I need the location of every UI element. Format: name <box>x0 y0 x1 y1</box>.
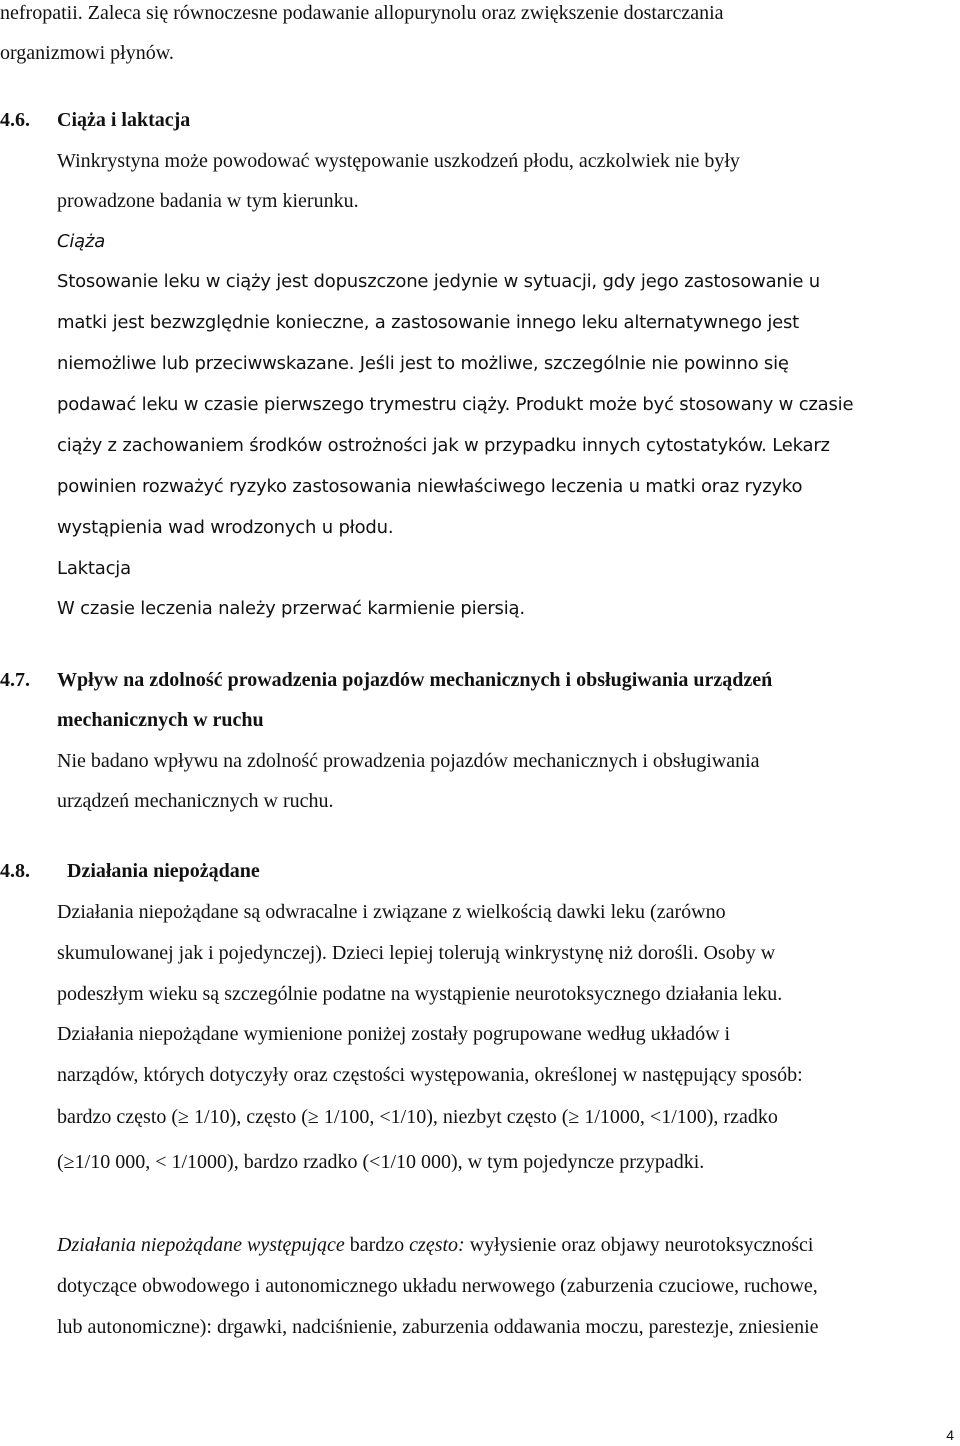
paragraph-line: matki jest bezwzględnie konieczne, a zastosowanie innego leku alternatywnego jest <box>57 312 800 333</box>
page-number: 4 <box>946 1427 954 1443</box>
frequent-label-italic: Działania niepożądane występujące <box>57 1234 345 1256</box>
paragraph-line: W czasie leczenia należy przerwać karmienie piersią. <box>57 598 525 619</box>
paragraph-line: urządzeń mechanicznych w ruchu. <box>57 790 334 812</box>
paragraph-line: bardzo często (≥ 1/10), często (≥ 1/100, <1/10), niezbyt często (≥ 1/1000, <1/100), rzadko <box>57 1106 778 1128</box>
subsection-label-pregnancy: Ciąża <box>57 231 106 252</box>
paragraph-line: prowadzone badania w tym kierunku. <box>57 190 359 212</box>
paragraph-line: Działania niepożądane wymienione poniżej zostały pogrupowane według układów i <box>57 1023 731 1045</box>
paragraph-line: nefropatii. Zaleca się równoczesne podawanie allopurynolu oraz zwiększenie dostarczania <box>0 2 724 24</box>
section-number: 4.6. <box>0 109 30 131</box>
frequent-label-italic-2: często: <box>409 1234 465 1256</box>
section-title: Wpływ na zdolność prowadzenia pojazdów mechanicznych i obsługiwania urządzeń <box>57 669 773 691</box>
paragraph-line: lub autonomiczne): drgawki, nadciśnienie, zaburzenia oddawania moczu, parestezje, zniesienie <box>57 1316 819 1338</box>
paragraph-line: powinien rozważyć ryzyko zastosowania niewłaściwego leczenia u matki oraz ryzyko <box>57 476 803 497</box>
section-title: Ciąża i laktacja <box>57 109 191 131</box>
section-title: mechanicznych w ruchu <box>57 709 264 731</box>
paragraph-line: narządów, których dotyczyły oraz częstości występowania, określonej w następujący sposób: <box>57 1064 803 1086</box>
paragraph-line: Nie badano wpływu na zdolność prowadzenia pojazdów mechanicznych i obsługiwania <box>57 750 760 772</box>
paragraph-line: podeszłym wieku są szczególnie podatne na wystąpienie neurotoksycznego działania leku. <box>57 983 783 1005</box>
subsection-label-lactation: Laktacja <box>57 558 131 579</box>
paragraph-line: Stosowanie leku w ciąży jest dopuszczone jedynie w sytuacji, gdy jego zastosowanie u <box>57 271 821 292</box>
paragraph-line: ciąży z zachowaniem środków ostrożności jak w przypadku innych cytostatyków. Lekarz <box>57 435 830 456</box>
section-title: Działania niepożądane <box>67 860 260 882</box>
section-number: 4.7. <box>0 669 30 691</box>
frequent-label-mid: bardzo <box>344 1234 410 1256</box>
paragraph-line: Winkrystyna może powodować występowanie uszkodzeń płodu, aczkolwiek nie były <box>57 150 740 172</box>
paragraph-line: (≥1/10 000, < 1/1000), bardzo rzadko (<1/10 000), w tym pojedyncze przypadki. <box>57 1151 705 1173</box>
paragraph-line: organizmowi płynów. <box>0 42 174 64</box>
paragraph-line: wystąpienia wad wrodzonych u płodu. <box>57 517 394 538</box>
paragraph-line: niemożliwe lub przeciwwskazane. Jeśli jest to możliwe, szczególnie nie powinno się <box>57 353 789 374</box>
section-number: 4.8. <box>0 860 30 882</box>
frequent-label-rest: wyłysienie oraz objawy neurotoksyczności <box>464 1234 814 1256</box>
paragraph-line: dotyczące obwodowego i autonomicznego układu nerwowego (zaburzenia czuciowe, ruchowe, <box>57 1275 818 1297</box>
paragraph-line: skumulowanej jak i pojedynczej). Dzieci lepiej tolerują winkrystynę niż dorośli. Osoby w <box>57 942 776 964</box>
paragraph-line: Działania niepożądane są odwracalne i związane z wielkością dawki leku (zarówno <box>57 901 726 923</box>
paragraph-line: podawać leku w czasie pierwszego trymestru ciąży. Produkt może być stosowany w czasie <box>57 394 854 415</box>
frequent-effects-line <box>57 1235 814 1255</box>
